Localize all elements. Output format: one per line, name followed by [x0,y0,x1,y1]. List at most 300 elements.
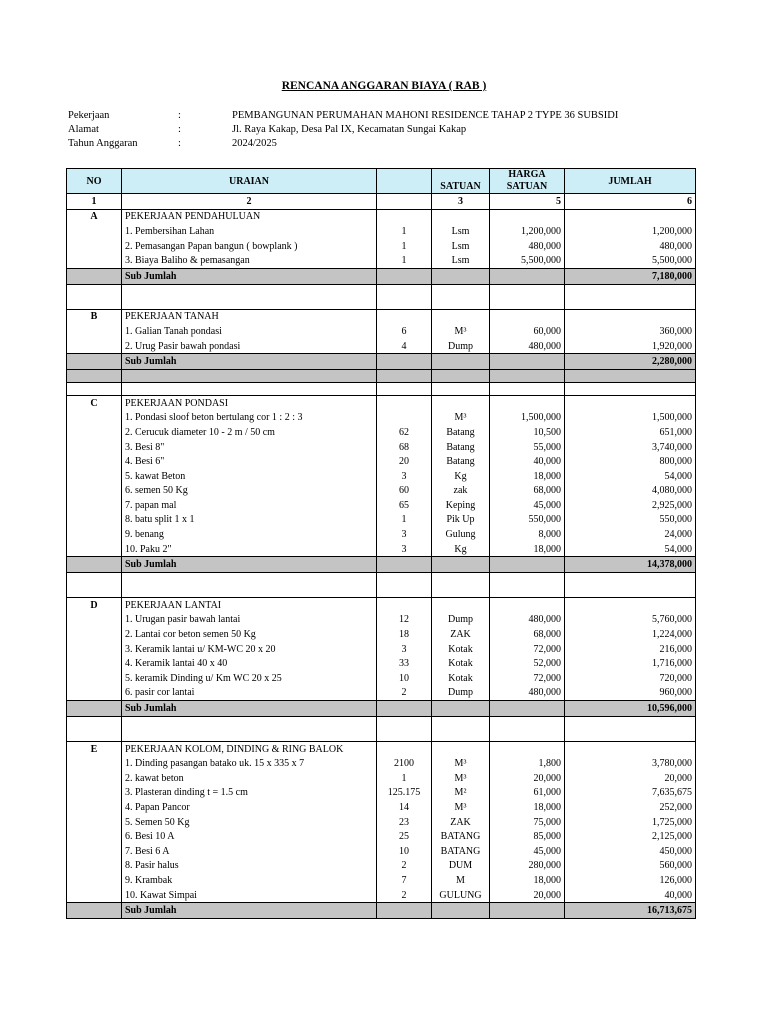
satuan-cell: Pik Up [432,513,490,528]
section-title: PEKERJAAN KOLOM, DINDING & RING BALOK [122,741,377,756]
jumlah-cell: 480,000 [565,239,696,254]
subtotal-value: 2,280,000 [565,354,696,370]
empty-cell [432,716,490,729]
jumlah-cell [565,598,696,613]
qty-cell: 1 [377,253,432,268]
qty-cell: 68 [377,440,432,455]
uraian-cell: 3. Plasteran dinding t = 1.5 cm [122,786,377,801]
qty-cell [377,701,432,717]
satuan-cell [432,741,490,756]
satuan-cell: Kotak [432,656,490,671]
uraian-cell: 2. kawat beton [122,771,377,786]
subtotal-value: 14,378,000 [565,557,696,573]
section-title: PEKERJAAN LANTAI [122,598,377,613]
harga-cell: 61,000 [490,786,565,801]
subtotal-label: Sub Jumlah [122,268,377,284]
harga-cell: 1,500,000 [490,411,565,426]
info-separator: : [178,124,181,135]
uraian-cell: 1. Urugan pasir bawah lantai [122,613,377,628]
qty-cell: 2 [377,686,432,701]
no-cell [67,440,122,455]
satuan-cell: Kotak [432,671,490,686]
jumlah-cell [565,209,696,224]
harga-cell: 20,000 [490,888,565,903]
subtotal-row [67,354,696,370]
uraian-cell: 6. semen 50 Kg [122,484,377,499]
no-cell [67,800,122,815]
qty-cell [377,903,432,919]
qty-cell: 1 [377,513,432,528]
info-value: PEMBANGUNAN PERUMAHAN MAHONI RESIDENCE TAHAP 2 TYPE 36 SUBSIDI [232,110,619,121]
info-separator: : [178,138,181,149]
harga-cell: 68,000 [490,484,565,499]
table-row [67,469,696,484]
empty-cell [377,284,432,297]
harga-cell: 550,000 [490,513,565,528]
no-cell [67,903,122,919]
harga-cell [490,598,565,613]
harga-cell: 480,000 [490,339,565,354]
table-row [67,324,696,339]
harga-cell: 1,800 [490,756,565,771]
harga-cell: 52,000 [490,656,565,671]
jumlah-cell: 960,000 [565,686,696,701]
qty-cell: 25 [377,829,432,844]
harga-cell: 18,000 [490,542,565,557]
satuan-cell [432,209,490,224]
empty-cell [490,585,565,598]
qty-cell: 125.175 [377,786,432,801]
harga-cell [490,557,565,573]
header-jumlah: JUMLAH [565,169,696,194]
section-header-row [67,309,696,324]
satuan-cell: Lsm [432,239,490,254]
subtotal-row [67,557,696,573]
empty-cell [67,297,122,310]
empty-cell [432,382,490,395]
jumlah-cell: 40,000 [565,888,696,903]
harga-cell: 68,000 [490,627,565,642]
table-row [67,800,696,815]
table-row [67,513,696,528]
qty-cell: 4 [377,339,432,354]
satuan-cell: Dump [432,613,490,628]
harga-cell: 20,000 [490,771,565,786]
satuan-cell: M² [432,786,490,801]
harga-cell: 72,000 [490,671,565,686]
jumlah-cell: 560,000 [565,859,696,874]
empty-cell [565,369,696,382]
empty-cell [565,297,696,310]
empty-cell [122,382,377,395]
no-cell [67,701,122,717]
no-cell [67,239,122,254]
table-row [67,656,696,671]
qty-cell: 18 [377,627,432,642]
empty-cell [432,585,490,598]
column-number-row [67,194,696,210]
jumlah-cell: 5,500,000 [565,253,696,268]
harga-cell: 55,000 [490,440,565,455]
harga-cell: 75,000 [490,815,565,830]
qty-cell: 65 [377,498,432,513]
table-row [67,815,696,830]
qty-cell: 62 [377,425,432,440]
empty-cell [377,716,432,729]
empty-cell [432,573,490,586]
no-cell [67,454,122,469]
section-code: A [67,209,122,224]
qty-cell: 2100 [377,756,432,771]
qty-cell [377,741,432,756]
satuan-cell [432,268,490,284]
jumlah-cell: 2,125,000 [565,829,696,844]
satuan-cell: Lsm [432,224,490,239]
info-label: Pekerjaan [68,110,110,121]
jumlah-cell: 1,200,000 [565,224,696,239]
uraian-cell: 5. kawat Beton [122,469,377,484]
harga-cell [490,354,565,370]
jumlah-cell: 800,000 [565,454,696,469]
uraian-cell: 2. Lantai cor beton semen 50 Kg [122,627,377,642]
section-title: PEKERJAAN PENDAHULUAN [122,209,377,224]
no-cell [67,786,122,801]
table-row [67,484,696,499]
section-code: C [67,395,122,410]
table-row [67,888,696,903]
no-cell [67,829,122,844]
table-row [67,454,696,469]
uraian-cell: 8. Pasir halus [122,859,377,874]
satuan-cell: BATANG [432,844,490,859]
qty-cell: 60 [377,484,432,499]
satuan-cell: M³ [432,800,490,815]
satuan-cell: Kg [432,542,490,557]
uraian-cell: 7. Besi 6 A [122,844,377,859]
qty-cell: 3 [377,642,432,657]
header-no: NO [67,169,122,194]
no-cell [67,253,122,268]
spacer-row [67,585,696,598]
jumlah-cell [565,309,696,324]
uraian-cell: 3. Besi 8" [122,440,377,455]
spacer-row [67,369,696,382]
satuan-cell: DUM [432,859,490,874]
uraian-cell: 2. Urug Pasir bawah pondasi [122,339,377,354]
uraian-cell: 10. Paku 2" [122,542,377,557]
empty-cell [565,382,696,395]
harga-cell: 18,000 [490,873,565,888]
empty-cell [377,585,432,598]
empty-cell [377,297,432,310]
colnum-satuan: 3 [432,194,490,210]
jumlah-cell: 360,000 [565,324,696,339]
satuan-cell: M³ [432,756,490,771]
no-cell [67,613,122,628]
empty-cell [490,297,565,310]
qty-cell: 7 [377,873,432,888]
qty-cell: 3 [377,542,432,557]
info-value: 2024/2025 [232,138,277,149]
table-row [67,411,696,426]
table-row [67,440,696,455]
table-row [67,627,696,642]
satuan-cell [432,309,490,324]
qty-cell: 2 [377,859,432,874]
uraian-cell: 5. keramik Dinding u/ Km WC 20 x 25 [122,671,377,686]
jumlah-cell: 651,000 [565,425,696,440]
harga-cell: 40,000 [490,454,565,469]
satuan-cell: Dump [432,686,490,701]
empty-cell [377,369,432,382]
jumlah-cell: 7,635,675 [565,786,696,801]
colnum-uraian: 2 [122,194,377,210]
no-cell [67,873,122,888]
jumlah-cell: 3,780,000 [565,756,696,771]
harga-cell [490,903,565,919]
satuan-cell: M³ [432,771,490,786]
empty-cell [377,729,432,742]
empty-cell [122,716,377,729]
subtotal-label: Sub Jumlah [122,903,377,919]
qty-cell: 6 [377,324,432,339]
table-row [67,756,696,771]
section-title: PEKERJAAN PONDASI [122,395,377,410]
qty-cell [377,268,432,284]
satuan-cell: M³ [432,411,490,426]
empty-cell [490,382,565,395]
empty-cell [490,369,565,382]
jumlah-cell: 550,000 [565,513,696,528]
subtotal-row [67,903,696,919]
empty-cell [565,585,696,598]
satuan-cell: Batang [432,440,490,455]
subtotal-label: Sub Jumlah [122,557,377,573]
qty-cell: 14 [377,800,432,815]
empty-cell [565,729,696,742]
harga-cell [490,741,565,756]
harga-cell: 280,000 [490,859,565,874]
spacer-row [67,297,696,310]
qty-cell: 10 [377,671,432,686]
uraian-cell: 1. Pondasi sloof beton bertulang cor 1 : 2 : 3 [122,411,377,426]
no-cell [67,484,122,499]
satuan-cell [432,354,490,370]
table-row [67,425,696,440]
uraian-cell: 6. pasir cor lantai [122,686,377,701]
uraian-cell: 4. Keramik lantai 40 x 40 [122,656,377,671]
jumlah-cell: 450,000 [565,844,696,859]
qty-cell: 33 [377,656,432,671]
qty-cell: 2 [377,888,432,903]
empty-cell [490,729,565,742]
uraian-cell: 1. Pembersihan Lahan [122,224,377,239]
qty-cell [377,598,432,613]
jumlah-cell: 1,725,000 [565,815,696,830]
spacer-row [67,716,696,729]
uraian-cell: 4. Besi 6" [122,454,377,469]
satuan-cell: M³ [432,324,490,339]
harga-cell: 1,200,000 [490,224,565,239]
jumlah-cell: 20,000 [565,771,696,786]
no-cell [67,627,122,642]
table-row [67,542,696,557]
table-row [67,527,696,542]
table-row [67,844,696,859]
subtotal-value: 7,180,000 [565,268,696,284]
harga-cell: 480,000 [490,613,565,628]
subtotal-label: Sub Jumlah [122,354,377,370]
document-title: RENCANA ANGGARAN BIAYA ( RAB ) [281,80,487,92]
table-row [67,239,696,254]
harga-cell: 60,000 [490,324,565,339]
table-header-row [67,169,696,194]
uraian-cell: 1. Dinding pasangan batako uk. 15 x 335 x 7 [122,756,377,771]
colnum-qty [377,194,432,210]
jumlah-cell: 54,000 [565,469,696,484]
harga-cell [490,395,565,410]
satuan-cell: zak [432,484,490,499]
section-code: D [67,598,122,613]
qty-cell: 20 [377,454,432,469]
no-cell [67,642,122,657]
jumlah-cell: 720,000 [565,671,696,686]
subtotal-row [67,268,696,284]
qty-cell [377,395,432,410]
qty-cell: 3 [377,469,432,484]
table-row [67,671,696,686]
uraian-cell: 4. Papan Pancor [122,800,377,815]
no-cell [67,888,122,903]
empty-cell [67,729,122,742]
spacer-row [67,284,696,297]
no-cell [67,354,122,370]
uraian-cell: 9. Krambak [122,873,377,888]
section-code: B [67,309,122,324]
harga-cell: 18,000 [490,469,565,484]
spacer-row [67,382,696,395]
section-code: E [67,741,122,756]
empty-cell [565,573,696,586]
empty-cell [377,573,432,586]
empty-cell [432,729,490,742]
satuan-cell: ZAK [432,815,490,830]
harga-cell [490,309,565,324]
section-header-row [67,598,696,613]
qty-cell [377,309,432,324]
satuan-cell [432,701,490,717]
satuan-cell [432,903,490,919]
empty-cell [122,369,377,382]
qty-cell: 1 [377,239,432,254]
harga-cell: 18,000 [490,800,565,815]
satuan-cell: Dump [432,339,490,354]
qty-cell: 12 [377,613,432,628]
table-row [67,339,696,354]
uraian-cell: 1. Galian Tanah pondasi [122,324,377,339]
satuan-cell: Keping [432,498,490,513]
jumlah-cell: 216,000 [565,642,696,657]
empty-cell [122,573,377,586]
harga-cell [490,268,565,284]
uraian-cell: 3. Biaya Baliho & pemasangan [122,253,377,268]
colnum-jumlah: 6 [565,194,696,210]
empty-cell [565,716,696,729]
satuan-cell: Kg [432,469,490,484]
no-cell [67,513,122,528]
satuan-cell: GULUNG [432,888,490,903]
empty-cell [490,573,565,586]
harga-cell [490,209,565,224]
empty-cell [67,573,122,586]
satuan-cell: Lsm [432,253,490,268]
empty-cell [122,585,377,598]
jumlah-cell: 54,000 [565,542,696,557]
no-cell [67,498,122,513]
satuan-cell [432,557,490,573]
satuan-cell: Batang [432,425,490,440]
no-cell [67,224,122,239]
harga-cell: 480,000 [490,239,565,254]
qty-cell: 3 [377,527,432,542]
table-row [67,253,696,268]
jumlah-cell: 1,224,000 [565,627,696,642]
empty-cell [122,729,377,742]
empty-cell [490,284,565,297]
satuan-cell: Batang [432,454,490,469]
qty-cell: 1 [377,224,432,239]
no-cell [67,324,122,339]
info-label: Alamat [68,124,99,135]
empty-cell [565,284,696,297]
section-header-row [67,209,696,224]
section-header-row [67,741,696,756]
jumlah-cell: 2,925,000 [565,498,696,513]
empty-cell [122,297,377,310]
satuan-cell: BATANG [432,829,490,844]
empty-cell [490,716,565,729]
subtotal-label: Sub Jumlah [122,701,377,717]
table-row [67,224,696,239]
empty-cell [67,585,122,598]
no-cell [67,859,122,874]
no-cell [67,756,122,771]
satuan-cell: ZAK [432,627,490,642]
table-row [67,498,696,513]
spacer-row [67,729,696,742]
header-harga-satuan: HARGA SATUAN [490,169,565,194]
jumlah-cell: 252,000 [565,800,696,815]
table-row [67,859,696,874]
empty-cell [122,284,377,297]
satuan-cell: Kotak [432,642,490,657]
empty-cell [67,382,122,395]
no-cell [67,815,122,830]
subtotal-value: 10,596,000 [565,701,696,717]
qty-cell: 10 [377,844,432,859]
qty-cell [377,411,432,426]
harga-cell: 10,500 [490,425,565,440]
jumlah-cell [565,741,696,756]
no-cell [67,656,122,671]
jumlah-cell: 1,716,000 [565,656,696,671]
qty-cell [377,354,432,370]
jumlah-cell: 126,000 [565,873,696,888]
uraian-cell: 6. Besi 10 A [122,829,377,844]
jumlah-cell: 1,500,000 [565,411,696,426]
subtotal-row [67,701,696,717]
section-header-row [67,395,696,410]
